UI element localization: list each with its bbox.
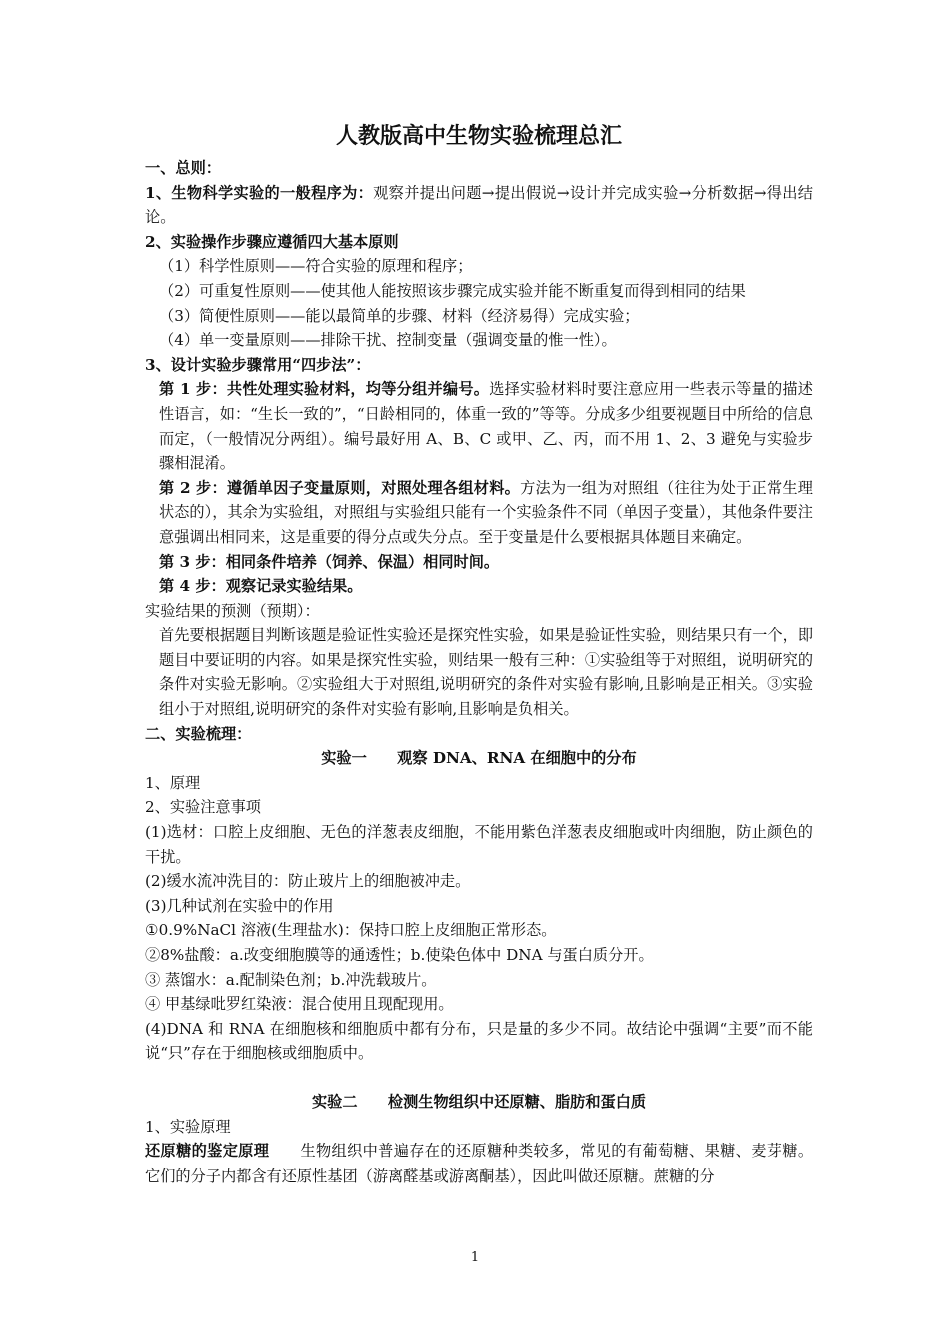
exp1-line: (1)选材：口腔上皮细胞、无色的洋葱表皮细胞，不能用紫色洋葱表皮细胞或叶肉细胞，防止颜色的干扰。 xyxy=(145,823,813,866)
principles-heading: 2、实验操作步骤应遵循四大基本原则 xyxy=(145,232,399,251)
exp1-line: ③ 蒸馏水：a.配制染色剂；b.冲洗载玻片。 xyxy=(145,970,437,989)
sugar-text: 生物组织中普遍存在的还原糖种类较多，常见的有葡萄糖、果糖、麦芽糖。它们的分子内都含有还原性基团（游离醛基或游离酮基），因此叫做还原糖。蔗糖的分 xyxy=(145,1142,814,1185)
sugar-paragraph xyxy=(145,1139,813,1188)
four-step-heading: 3、设计实验步骤常用“四步法”： xyxy=(145,355,371,374)
step-1-label: 第 1 步：共性处理实验材料，均等分组并编号。 xyxy=(159,380,490,399)
step-1-text: 选择实验材料时要注意应用一些表示等量的描述性语言，如：“生长一致的”，“日龄相同的，体重一致的”等等。分成多少组要视题目中所给的信息而定，（一般情况分两组）。编号最好用 A、B、C 或甲、乙、丙，而不用 1、2、3 避免与实验步骤相混淆。 xyxy=(159,380,813,473)
exp1-line: (4)DNA 和 RNA 在细胞核和细胞质中都有分布，只是量的多少不同。故结论中强调“主要”而不能说“只”存在于细胞核或细胞质中。 xyxy=(145,1019,813,1063)
exp1-line: 1、原理 xyxy=(145,773,201,792)
exp1-line: ②8%盐酸：a.改变细胞膜等的通透性；b.使染色体中 DNA 与蛋白质分开。 xyxy=(145,946,654,964)
procedure-text: 观察并提出问题→提出假说→设计并完成实验→分析数据→得出结论。 xyxy=(145,183,813,227)
spacer xyxy=(145,1066,813,1090)
step-1 xyxy=(145,377,813,475)
page-title: 人教版高中生物实验梳理总汇 xyxy=(335,123,622,149)
page-content xyxy=(145,118,813,1188)
exp1-line: (3)几种试剂在实验中的作用 xyxy=(145,896,334,915)
exp1-line: 2、实验注意事项 xyxy=(145,798,261,817)
step-4: 第 4 步：观察记录实验结果。 xyxy=(159,577,363,596)
exp1-line: ④ 甲基绿吡罗红染液：混合使用且现配现用。 xyxy=(145,995,454,1014)
sugar-label: 还原糖的鉴定原理 xyxy=(145,1142,270,1161)
step-3: 第 3 步：相同条件培养（饲养、保温）相同时间。 xyxy=(159,552,500,571)
section-heading-general: 一、总则： xyxy=(145,159,221,177)
principle-item: （1）科学性原则——符合实验的原理和程序； xyxy=(159,257,473,276)
procedure-label: 1、生物科学实验的一般程序为： xyxy=(145,183,374,202)
page-number: 1 xyxy=(470,1250,480,1265)
section-heading-experiments: 二、实验梳理： xyxy=(145,724,252,743)
principle-item: （2）可重复性原则——使其他人能按照该步骤完成实验并能不断重复而得到相同的结果 xyxy=(159,281,746,300)
paragraph-procedure xyxy=(145,181,813,230)
exp2-principle: 1、实验原理 xyxy=(145,1117,231,1136)
exp1-line: (2)缓水流冲洗目的：防止玻片上的细胞被冲走。 xyxy=(145,872,471,891)
principle-item: （4）单一变量原则——排除干扰、控制变量（强调变量的惟一性）。 xyxy=(159,331,617,350)
experiment-1-title: 实验一 观察 DNA、RNA 在细胞中的分布 xyxy=(321,749,637,768)
exp1-line: ①0.9%NaCl 溶液(生理盐水)：保持口腔上皮细胞正常形态。 xyxy=(145,921,557,940)
step-2-text: 方法为一组为对照组（往往为处于正常生理状态的），其余为实验组，对照组与实验组只能有一个实验条件不同（单因子变量），其他条件要注意强调出相同来，这是重要的得分点或失分点。至于变量是什么要根据具体题目来确定。 xyxy=(159,478,813,546)
principle-item: （3）简便性原则——能以最简单的步骤、材料（经济易得）完成实验； xyxy=(159,306,640,325)
step-2 xyxy=(145,476,813,550)
step-2-label: 第 2 步：遵循单因子变量原则，对照处理各组材料。 xyxy=(159,478,521,497)
prediction-heading: 实验结果的预测（预期）： xyxy=(145,601,320,620)
experiment-2-title: 实验二 检测生物组织中还原糖、脂肪和蛋白质 xyxy=(311,1092,647,1111)
prediction-text: 首先要根据题目判断该题是验证性实验还是探究性实验，如果是验证性实验，则结果只有一个，即题目中要证明的内容。如果是探究性实验，则结果一般有三种：①实验组等于对照组，说明研究的条件对实验无影响。②实验组大于对照组,说明研究的条件对实验有影响,且影响是正相关。③实验组小于对照组,说明研究的条件对实验有影响,且影响是负相关。 xyxy=(159,626,813,719)
